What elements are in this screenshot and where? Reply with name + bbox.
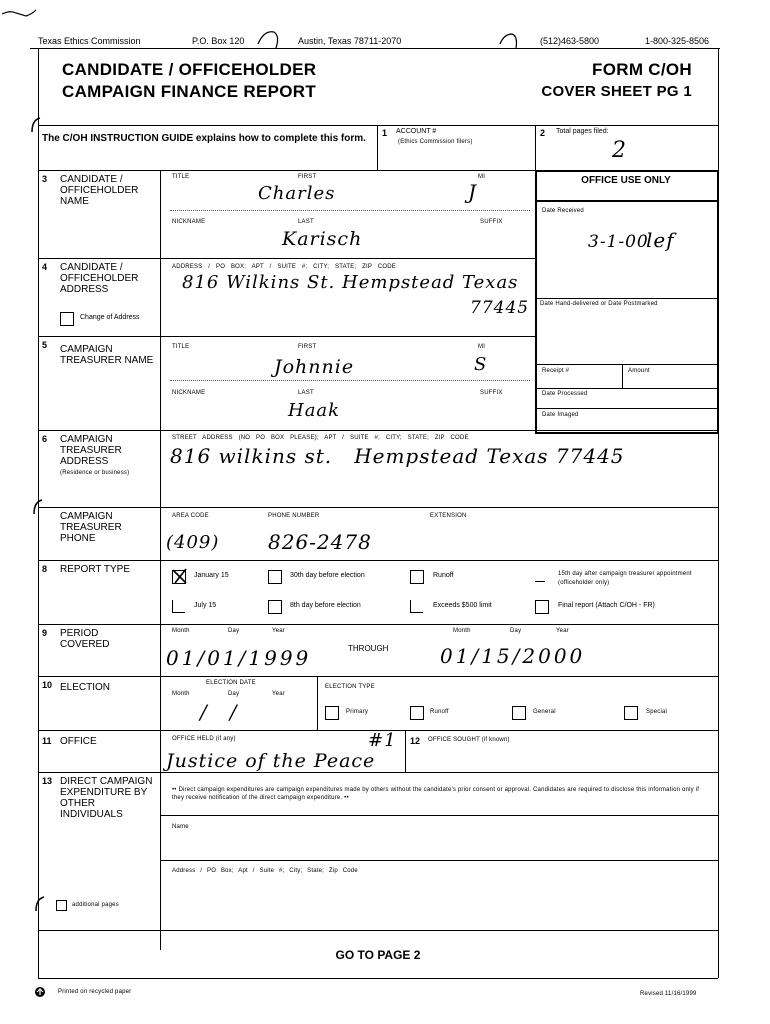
s11-held-label: OFFICE HELD (if any): [172, 736, 236, 742]
form-title-line2: CAMPAIGN FINANCE REPORT: [62, 82, 317, 101]
s3-mi-label: MI: [478, 174, 486, 180]
s3-number: 3: [42, 174, 48, 184]
jan15-label: January 15: [194, 572, 229, 579]
s4-number: 4: [42, 262, 48, 272]
s5-last-label: LAST: [298, 390, 314, 396]
commission-name: Texas Ethics Commission: [38, 36, 141, 46]
jul15-checkbox[interactable]: [172, 600, 185, 613]
title-rule: [38, 125, 718, 126]
change-of-address-label: Change of Address: [80, 314, 140, 321]
pages-value[interactable]: 2: [612, 138, 627, 163]
additional-pages-label: additional pages: [72, 902, 119, 908]
rule: [535, 408, 717, 409]
s9-number: 9: [42, 628, 48, 638]
date-received-label: Date Received: [542, 208, 584, 214]
revised-date: Revised 11/16/1999: [640, 991, 697, 997]
frame-bottom: [38, 978, 718, 979]
exceeds-label: Exceeds $500 limit: [433, 602, 492, 609]
s7-area-label: AREA CODE: [172, 513, 209, 519]
s9-year2-label: Year: [556, 628, 569, 634]
d15-label: 15th day after campaign treasurer appointment (officeholder only): [558, 571, 692, 586]
s5-number: 5: [42, 340, 48, 350]
d30-label: 30th day before election: [290, 572, 365, 579]
rule: [160, 815, 718, 816]
form-title-line1: CANDIDATE / OFFICEHOLDER: [62, 60, 317, 79]
date-processed-label: Date Processed: [542, 391, 588, 397]
s3-suffix-label: SUFFIX: [480, 219, 503, 225]
s10-number: 10: [42, 680, 53, 690]
s9-from-value[interactable]: 01/01/1999: [166, 646, 312, 670]
s11-held-number[interactable]: #1: [368, 730, 397, 751]
date-received-initials[interactable]: lef: [646, 228, 675, 252]
s3-mi-value[interactable]: J: [468, 180, 478, 204]
tollfree-number: 1-800-325-8506: [645, 36, 710, 46]
s11-label: OFFICE: [60, 736, 97, 747]
s13-label: DIRECT CAMPAIGN EXPENDITURE BY OTHER INDIVIDUALS: [60, 776, 153, 820]
phone-number: (512)463-5800: [540, 36, 600, 46]
instruction-text: The C/OH INSTRUCTION GUIDE explains how to complete this form.: [42, 133, 366, 144]
po-box: P.O. Box 120: [192, 36, 245, 46]
s5-mi-value[interactable]: S: [474, 354, 488, 375]
rule: [160, 860, 718, 861]
s6-number: 6: [42, 434, 48, 444]
s3-first-value[interactable]: Charles: [258, 183, 336, 204]
date-imaged-label: Date Imaged: [542, 412, 579, 418]
rule: [38, 624, 718, 625]
rule: [535, 581, 545, 582]
s6-label: CAMPAIGN TREASURER ADDRESS: [60, 434, 122, 467]
general-label: General: [533, 709, 556, 715]
divider: [405, 730, 406, 772]
account-sublabel: (Ethics Commission filers): [398, 139, 473, 145]
pages-number-label: 2: [540, 128, 546, 138]
s7-label: CAMPAIGN TREASURER PHONE: [60, 511, 122, 544]
s6-fields-label: STREET ADDRESS (NO PO BOX PLEASE); APT / SUITE #; CITY; STATE; ZIP CODE: [172, 435, 469, 441]
rule: [535, 200, 717, 202]
s8-number: 8: [42, 564, 48, 574]
s5-mi-label: MI: [478, 344, 486, 350]
s9-day-label: Day: [228, 628, 240, 634]
rule: [38, 676, 718, 677]
s5-label: CAMPAIGN TREASURER NAME: [60, 344, 154, 366]
pages-label: Total pages filed:: [556, 128, 609, 135]
s7-area-value[interactable]: (409): [166, 532, 220, 553]
checked-x-icon: [170, 566, 190, 586]
rule: [535, 364, 717, 365]
s4-label: CANDIDATE / OFFICEHOLDER ADDRESS: [60, 262, 139, 295]
d8-label: 8th day before election: [290, 602, 361, 609]
rule: [170, 210, 530, 211]
recycled-note: Printed on recycled paper: [58, 989, 132, 995]
s11-held-value[interactable]: Justice of the Peace: [166, 750, 376, 772]
s3-last-label: LAST: [298, 219, 314, 225]
s7-ext-label: EXTENSION: [430, 513, 467, 519]
s10-date-value[interactable]: / /: [200, 700, 238, 724]
s5-suffix-label: SUFFIX: [480, 390, 503, 396]
rule: [38, 772, 718, 773]
special-checkbox[interactable]: [624, 706, 638, 720]
d8-checkbox[interactable]: [268, 600, 282, 614]
s9-day2-label: Day: [510, 628, 522, 634]
divider: [377, 125, 378, 170]
final-label: Final report (Attach C/OH - FR): [558, 602, 655, 609]
frame-left: [38, 48, 39, 978]
s3-title-label: TITLE: [172, 174, 190, 180]
s4-fields-label: ADDRESS / PO BOX; APT / SUITE #; CITY; STATE; ZIP CODE: [172, 264, 397, 270]
date-received-value[interactable]: 3-1-00: [588, 232, 649, 252]
s10-label: ELECTION: [60, 682, 111, 693]
s9-year-label: Year: [272, 628, 285, 634]
rule: [38, 930, 718, 931]
s13-note: •• Direct campaign expenditures are campaign expenditures made by others without the candidate's prior consent or approval. Candidates are required to disclose this information only if they receive notification of the direct campaign expenditure. ••: [172, 787, 700, 801]
account-label: ACCOUNT #: [396, 128, 437, 135]
special-label: Special: [646, 709, 668, 715]
s12-label: OFFICE SOUGHT (if known): [428, 737, 510, 743]
amount-label: Amount: [628, 368, 650, 374]
city-address: Austin, Texas 78711-2070: [298, 36, 402, 46]
s3-nickname-label: NICKNAME: [172, 219, 206, 225]
s6-sublabel: (Residence or business): [60, 470, 130, 476]
divider: [622, 364, 623, 388]
general-checkbox[interactable]: [512, 706, 526, 720]
divider: [317, 676, 318, 730]
primary-checkbox[interactable]: [325, 706, 339, 720]
additional-pages-checkbox[interactable]: [56, 900, 67, 911]
s10-etype-label: ELECTION TYPE: [325, 684, 375, 690]
s6-address-value[interactable]: 816 wilkins st. Hempstead Texas 77445: [170, 444, 625, 468]
runoff10-checkbox[interactable]: [410, 706, 424, 720]
rule: [535, 298, 717, 299]
s5-nickname-label: NICKNAME: [172, 390, 206, 396]
primary-label: Primary: [346, 709, 369, 715]
runoff8-label: Runoff: [433, 572, 454, 579]
account-number-label: 1: [382, 128, 388, 138]
jul15-label: July 15: [194, 602, 217, 609]
divider: [535, 125, 536, 170]
rule: [38, 336, 535, 337]
s13-name-label: Name: [172, 824, 189, 830]
s9-month-label: Month: [172, 628, 190, 634]
s9-label: PERIOD COVERED: [60, 628, 110, 650]
form-id: FORM C/OH: [592, 60, 692, 79]
s11-number: 11: [42, 736, 52, 746]
runoff10-label: Runoff: [430, 709, 449, 715]
s10-year-label: Year: [272, 691, 285, 697]
s4-zip-value[interactable]: 77445: [470, 298, 530, 318]
recycle-icon: [34, 986, 46, 998]
rule: [38, 430, 718, 431]
go-to-page-2: GO TO PAGE 2: [335, 948, 421, 962]
rule: [38, 507, 718, 508]
s9-through-label: THROUGH: [348, 644, 389, 653]
s3-first-label: FIRST: [298, 174, 317, 180]
rule: [38, 258, 535, 259]
s5-first-label: FIRST: [298, 344, 317, 350]
s7-phone-value[interactable]: 826-2478: [268, 530, 372, 554]
s5-last-value[interactable]: Haak: [288, 400, 341, 421]
s3-label: CANDIDATE / OFFICEHOLDER NAME: [60, 174, 139, 207]
s3-last-value[interactable]: Karisch: [282, 228, 363, 250]
s8-label: REPORT TYPE: [60, 564, 131, 575]
s4-address-value[interactable]: 816 Wilkins St. Hempstead Texas: [182, 272, 519, 293]
d30-checkbox[interactable]: [268, 570, 282, 584]
s12-number: 12: [410, 736, 421, 746]
s5-title-label: TITLE: [172, 344, 190, 350]
s10-day-label: Day: [228, 691, 240, 697]
rule: [535, 388, 717, 389]
office-use-title: OFFICE USE ONLY: [581, 175, 671, 186]
final-checkbox[interactable]: [535, 600, 549, 614]
receipt-label: Receipt #: [542, 368, 570, 374]
runoff8-checkbox[interactable]: [410, 570, 424, 584]
rule: [170, 380, 530, 381]
hand-delivered-label: Date Hand-delivered or Date Postmarked: [540, 301, 658, 307]
s13-number: 13: [42, 776, 53, 786]
s7-phone-label: PHONE NUMBER: [268, 513, 320, 519]
s13-address-label: Address / PO Box; Apt / Suite #; City; State; Zip Code: [172, 868, 358, 874]
s10-edate-label: ELECTION DATE: [206, 680, 256, 686]
rule: [38, 560, 718, 561]
s10-month-label: Month: [172, 691, 190, 697]
cover-sheet-label: COVER SHEET PG 1: [541, 83, 692, 100]
change-of-address-checkbox[interactable]: [60, 312, 74, 326]
s9-to-value[interactable]: 01/15/2000: [440, 644, 586, 668]
s9-month2-label: Month: [453, 628, 471, 634]
s5-first-value[interactable]: Johnnie: [274, 356, 355, 378]
exceeds-checkbox[interactable]: [410, 600, 423, 613]
